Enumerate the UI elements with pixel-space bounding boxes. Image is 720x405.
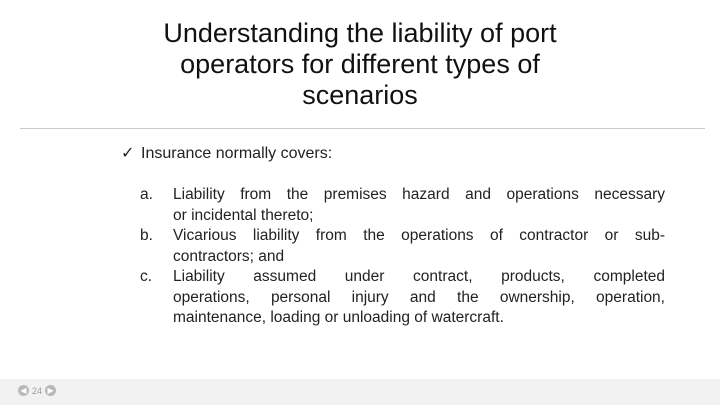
title-divider xyxy=(20,128,705,129)
list-marker: c. xyxy=(140,268,153,285)
list-item-text xyxy=(173,267,665,329)
slide-title xyxy=(120,18,600,111)
title-line: scenarios xyxy=(302,80,418,110)
list-marker: b. xyxy=(140,227,153,244)
page-number: 24 xyxy=(32,385,43,396)
slide-navigation xyxy=(18,385,56,396)
checkmark-icon: ✓ xyxy=(121,145,135,162)
bullet-text: Insurance normally covers: xyxy=(141,145,333,162)
bullet-point xyxy=(121,143,332,163)
text-line: Vicarious liability from the operations of contractor or sub- xyxy=(173,227,665,244)
list-item xyxy=(140,185,665,226)
text-line: operations, personal injury and the ownership, operation, xyxy=(173,288,665,306)
previous-slide-icon[interactable]: ◀ xyxy=(18,385,29,396)
slide-footer xyxy=(0,379,720,405)
coverage-list xyxy=(140,185,665,329)
text-line: contractors; and xyxy=(173,247,285,265)
title-line: operators for different types of xyxy=(180,49,540,79)
text-line: maintenance, loading or unloading of watercraft. xyxy=(173,309,504,326)
list-item-text xyxy=(173,185,665,226)
text-line: or incidental thereto; xyxy=(173,206,314,224)
next-slide-icon[interactable]: ▶ xyxy=(45,385,56,396)
list-marker: a. xyxy=(140,186,153,203)
list-item-text xyxy=(173,226,665,267)
list-item xyxy=(140,267,665,329)
text-line: Liability from the premises hazard and operations necessary xyxy=(173,186,665,203)
title-line: Understanding the liability of port xyxy=(163,18,557,48)
text-line: Liability assumed under contract, products, completed xyxy=(173,268,665,285)
list-item xyxy=(140,226,665,267)
